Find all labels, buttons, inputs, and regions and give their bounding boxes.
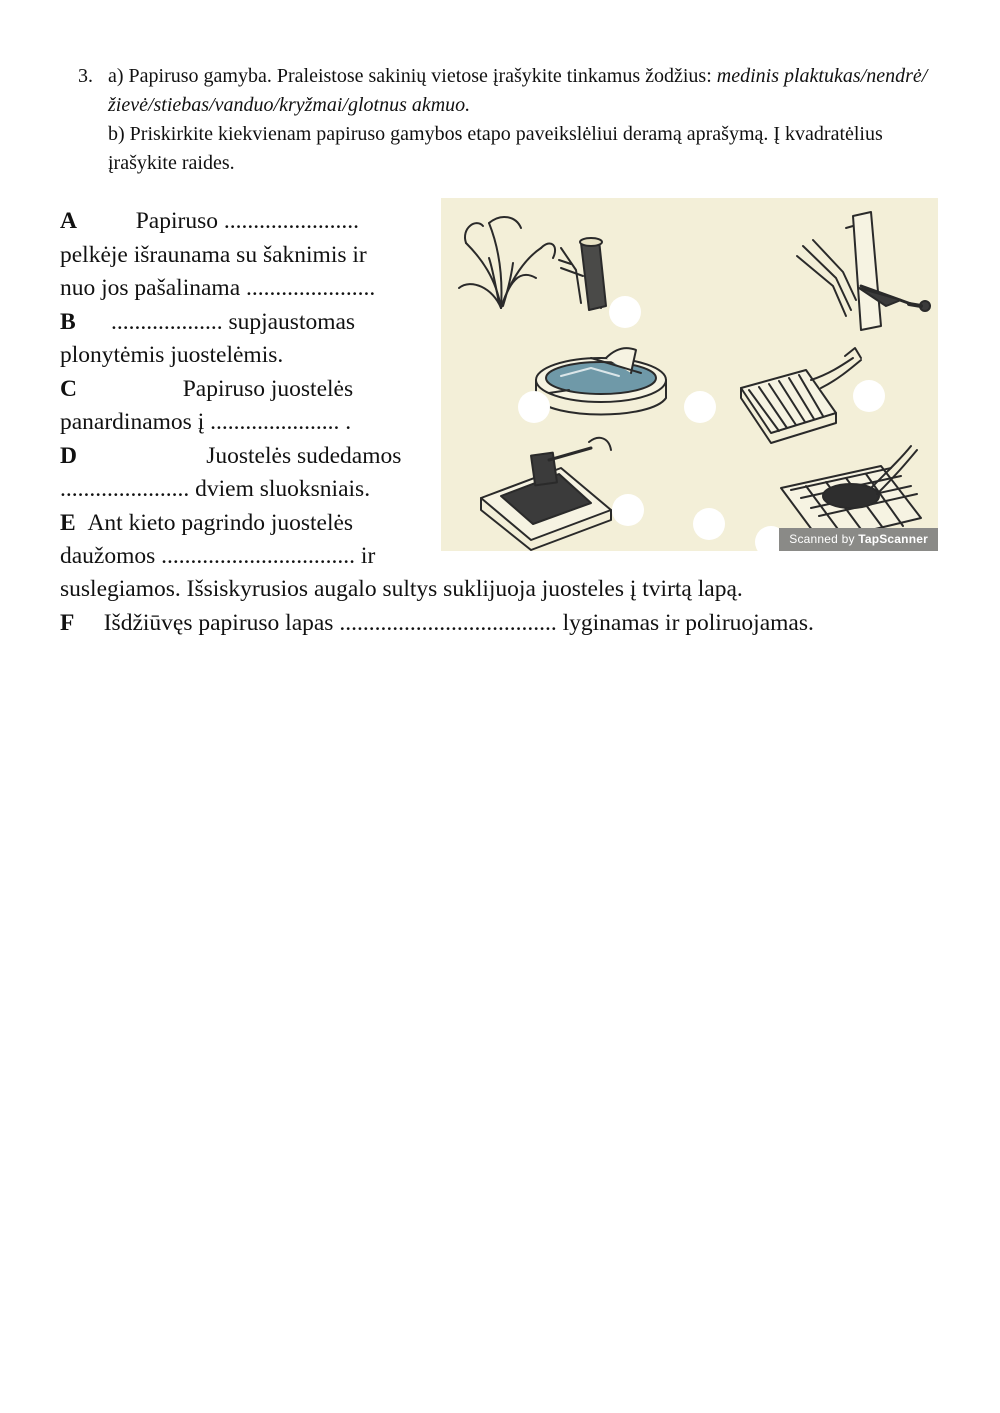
task-body [108, 62, 938, 178]
step-a-line-2: pelkėje išraunama su šaknimis ir [60, 241, 367, 268]
part-a-intro: a) Papiruso gamyba. Praleistose sakinių vietose įrašykite tinkamus žodžius: [108, 65, 717, 87]
step-b-line-2: plonytėmis juostelėmis. [60, 342, 284, 368]
step-e-continuation: suslegiamos. Išsiskyrusios augalo sultys suklijuoja juosteles į tvirtą lapą. [60, 576, 743, 602]
step-d-line-2: ...................... dviem sluoksniais. [60, 476, 371, 502]
step-f-line [60, 607, 940, 641]
step-b-line-1 [60, 306, 425, 340]
step-b-letter: B [60, 308, 76, 335]
step-f-text: Išdžiūvęs papiruso lapas ..................................... lyginamas ir poliruojamas. [103, 609, 814, 636]
papyrus-illustration [441, 198, 938, 551]
step-c-line-1 [60, 373, 425, 407]
harvesting-reeds-panel [459, 217, 601, 308]
step-a-line-3: nuo jos pašalinama ...................... [60, 275, 376, 301]
task-header [78, 62, 938, 178]
cutting-stem-panel [797, 212, 930, 330]
part-a-instruction [108, 62, 938, 120]
step-a-letter: A [60, 208, 77, 234]
hammering-panel [481, 438, 611, 550]
laying-strips-panel [741, 348, 861, 443]
step-a-line-1 [60, 205, 425, 239]
stump [559, 238, 606, 310]
part-b-instruction: b) Priskirkite kiekvienam papiruso gamybos etapo paveikslėliui deramą aprašymą. Į kvadratėlius įrašykite raides. [108, 123, 883, 174]
step-d-line-1 [60, 440, 425, 474]
steps-column [60, 205, 425, 574]
steps-continued [60, 573, 940, 640]
step-e-line-1 [60, 507, 425, 541]
step-b-text-1: ................... supjaustomas [110, 308, 356, 335]
step-e-text-1: Ant kieto pagrindo juostelės [87, 509, 354, 536]
step-e-line-2: daužomos ................................. ir [60, 543, 376, 569]
task-number: 3. [78, 65, 93, 87]
step-f-letter: F [60, 609, 75, 636]
step-d-text-1: Juostelės sudedamos [206, 442, 402, 469]
illustration-drawing [441, 198, 938, 551]
step-c-text-1: Papiruso juostelės [182, 375, 354, 402]
step-a-text-1: Papiruso ....................... [135, 208, 359, 234]
watermark-brand: TapScanner [858, 532, 928, 546]
word-bank: medinis plaktukas/nendrė/žievė/stiebas/vanduo/kryžmai/glotnus akmuo. [108, 65, 928, 116]
scanner-watermark [779, 528, 938, 551]
watermark-prefix: Scanned by [789, 532, 859, 546]
step-c-letter: C [60, 375, 77, 402]
step-d-letter: D [60, 442, 77, 469]
step-e-letter: E [60, 509, 76, 536]
step-c-line-2: panardinamos į ...................... . [60, 409, 352, 435]
soaking-strips-panel [536, 348, 666, 414]
